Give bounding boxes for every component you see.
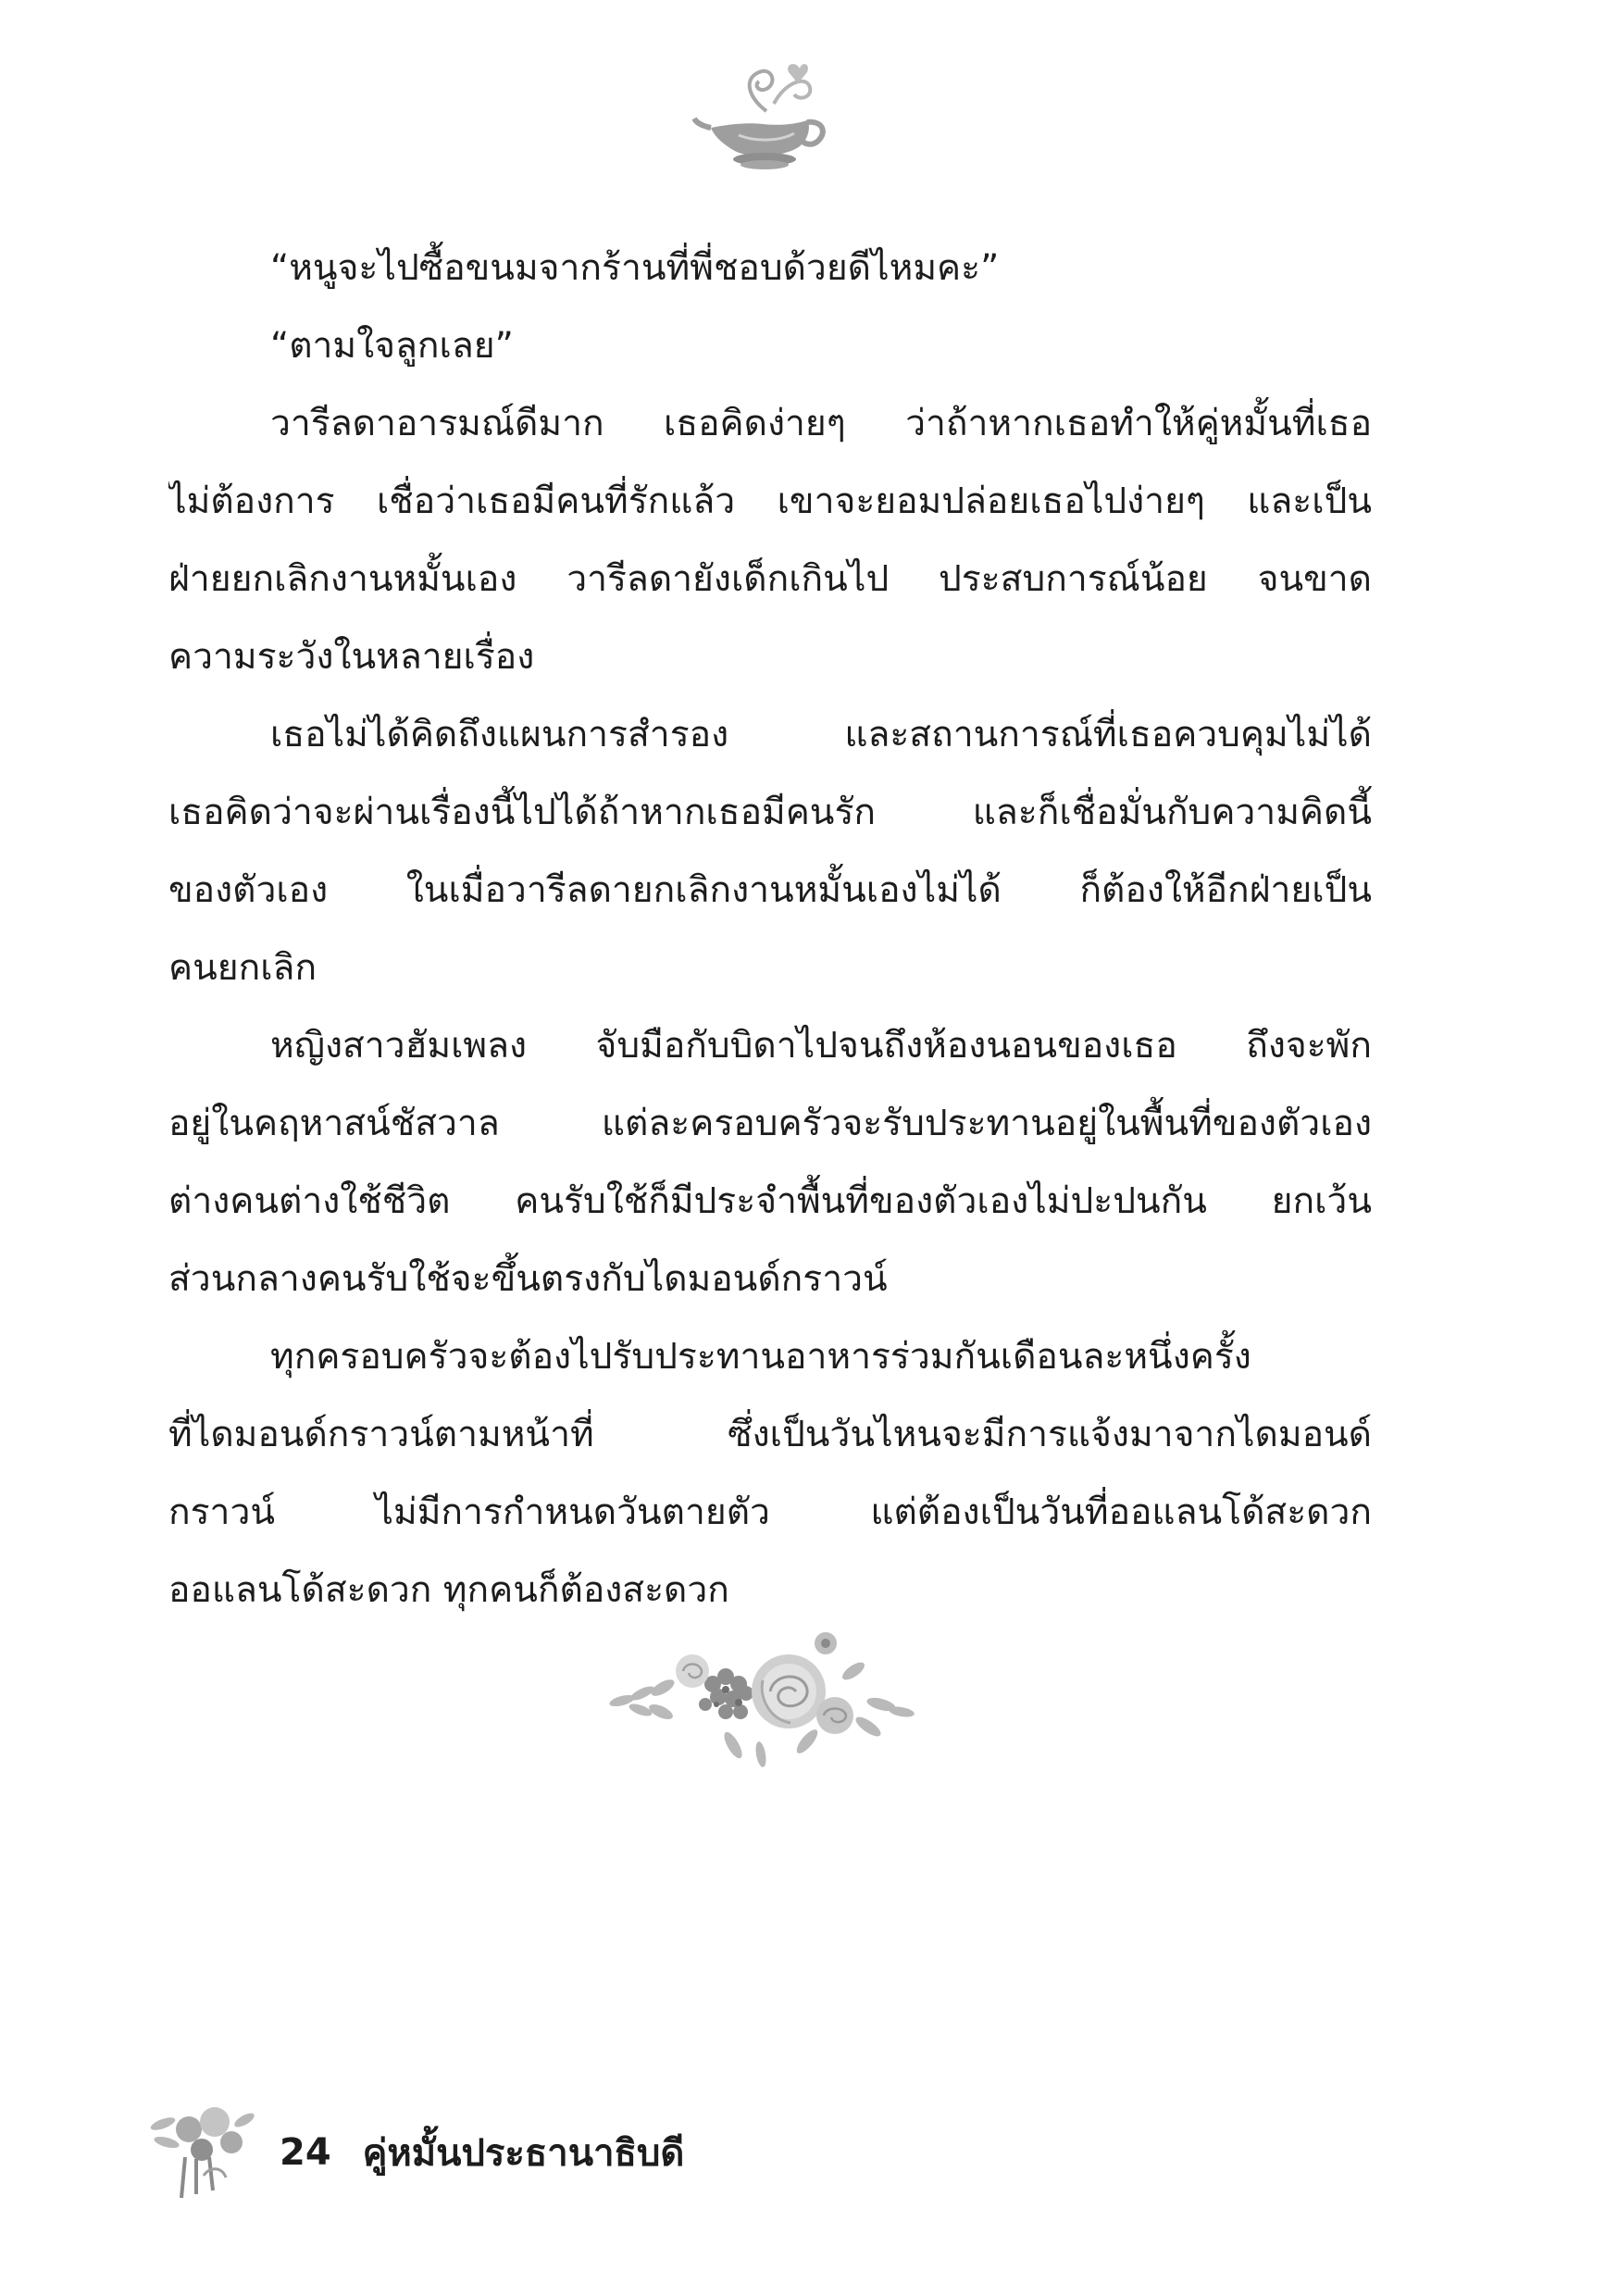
text-line: ที่ไดมอนด์กราวน์ตามหน้าที่ ซึ่งเป็นวันไหนจะมีการแจ้งมาจากไดมอนด์ xyxy=(168,1414,1372,1455)
text-line: “หนูจะไปซื้อขนมจากร้านที่พี่ชอบด้วยดีไหมคะ” xyxy=(270,247,1000,289)
text-line: หญิงสาวฮัมเพลง จับมือกับบิดาไปจนถึงห้องนอนของเธอ ถึงจะพัก xyxy=(270,1025,1372,1067)
body-text xyxy=(168,230,1372,1629)
flower-bouquet-icon xyxy=(604,1616,918,1768)
floral-corner-icon xyxy=(148,2102,259,2203)
text-line: เธอคิดว่าจะผ่านเรื่องนี้ไปได้ถ้าหากเธอมีคนรัก และก็เชื่อมั่นกับความคิดนี้ xyxy=(168,792,1372,833)
text-line: ของตัวเอง ในเมื่อวารีลดายกเลิกงานหมั้นเองไม่ได้ ก็ต้องให้อีกฝ่ายเป็น xyxy=(168,869,1372,911)
text-line: วารีลดาอารมณ์ดีมาก เธอคิดง่ายๆ ว่าถ้าหากเธอทำให้คู่หมั้นที่เธอ xyxy=(270,403,1372,444)
text-line: ฝ่ายยกเลิกงานหมั้นเอง วารีลดายังเด็กเกินไป ประสบการณ์น้อย จนขาด xyxy=(168,558,1372,600)
text-line: คนยกเลิก xyxy=(168,947,317,989)
book-title: คู่หมั้นประธานาธิบดี xyxy=(362,2132,685,2175)
text-line: ไม่ต้องการ เชื่อว่าเธอมีคนที่รักแล้ว เขาจะยอมปล่อยเธอไปง่ายๆ และเป็น xyxy=(168,480,1372,522)
text-line: “ตามใจลูกเลย” xyxy=(270,325,514,367)
page-footer xyxy=(148,2102,684,2203)
text-line: ออแลนโด้สะดวก ทุกคนก็ต้องสะดวก xyxy=(168,1569,729,1611)
text-line: กราวน์ ไม่มีการกำหนดวันตายตัว แต่ต้องเป็นวันที่ออแลนโด้สะดวก xyxy=(168,1491,1372,1533)
text-line: ความระวังในหลายเรื่อง xyxy=(168,636,535,678)
lamp-ornament-icon xyxy=(692,56,831,176)
text-line: เธอไม่ได้คิดถึงแผนการสำรอง และสถานการณ์ที่เธอควบคุมไม่ได้ xyxy=(270,714,1372,755)
text-line: ทุกครอบครัวจะต้องไปรับประทานอาหารร่วมกันเดือนละหนึ่งครั้ง xyxy=(270,1336,1251,1378)
text-line: ต่างคนต่างใช้ชีวิต คนรับใช้ก็มีประจำพื้นที่ของตัวเองไม่ปะปนกัน ยกเว้น xyxy=(168,1180,1372,1222)
text-line: อยู่ในคฤหาสน์ชัสวาล แต่ละครอบครัวจะรับประทานอยู่ในพื้นที่ของตัวเอง xyxy=(168,1103,1372,1144)
page-number: 24 xyxy=(280,2131,331,2174)
text-line: ส่วนกลางคนรับใช้จะขึ้นตรงกับไดมอนด์กราวน์ xyxy=(168,1258,888,1300)
